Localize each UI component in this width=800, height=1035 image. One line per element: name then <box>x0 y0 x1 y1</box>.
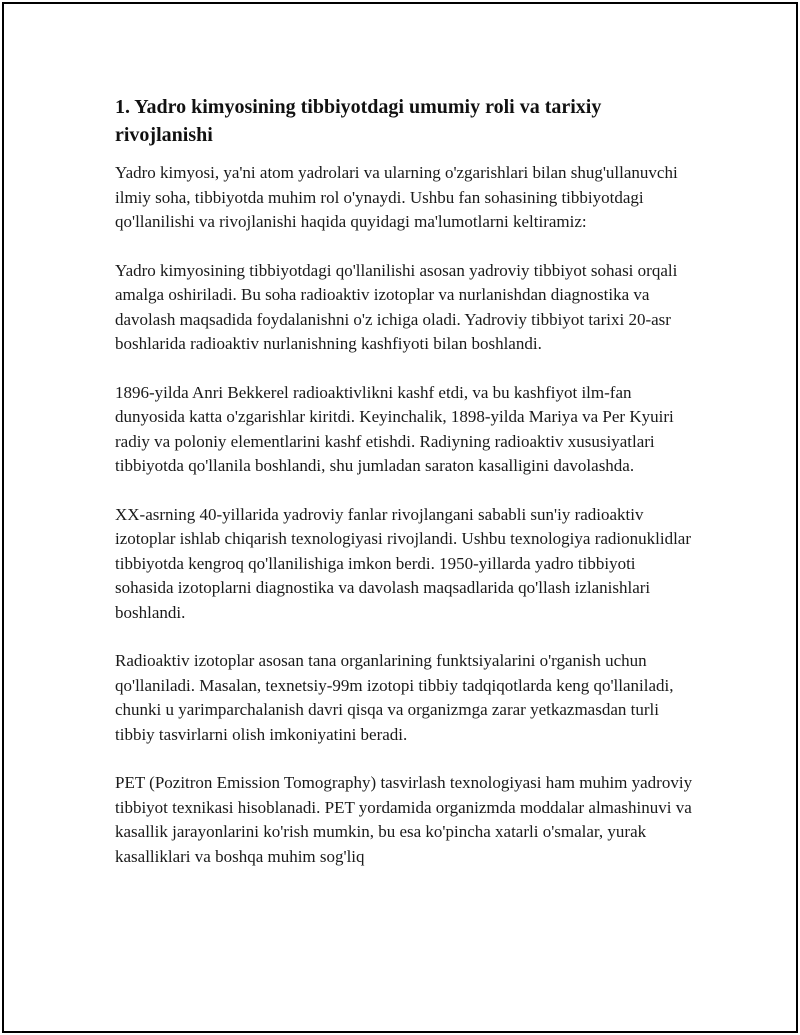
section-heading: 1. Yadro kimyosining tibbiyotdagi umumiy roli va tarixiy rivojlanishi <box>115 96 602 146</box>
paragraph-radioactive-isotopes: Radioaktiv izotoplar asosan tana organlarining funktsiyalarini o'rganish uchun qo'llaniladi. Masalan, texnetsiy-99m izotopi tibbiy tadqiqotlarda keng qo'llaniladi, chunki u yarimparchalanish davri qisqa va organizmga zarar yetkazmasdan turli tibbiy tasvirlarni olish imkoniyatini beradi. <box>115 651 674 744</box>
document-body <box>115 93 695 893</box>
paragraph-intro: Yadro kimyosi, ya'ni atom yadrolari va ularning o'zgarishlari bilan shug'ullanuvchi ilmiy soha, tibbiyotda muhim rol o'ynaydi. Ushbu fan sohasining tibbiyotdagi qo'llanilishi va rivojlanishi haqida quyidagi ma'lumotlarni keltiramiz: <box>115 163 678 231</box>
paragraph-nuclear-medicine: Yadro kimyosining tibbiyotdagi qo'llanilishi asosan yadroviy tibbiyot sohasi orqali amalga oshiriladi. Bu soha radioaktiv izotoplar va nurlanishdan diagnostika va davolash maqsadida foydalanishni o'z ichiga oladi. Yadroviy tibbiyot tarixi 20-asr boshlarida radioaktiv nurlanishning kashfiyoti bilan boshlandi. <box>115 260 678 353</box>
paragraph-artificial-isotopes: XX-asrning 40-yillarida yadroviy fanlar rivojlangani sababli sun'iy radioaktiv izotoplar ishlab chiqarish texnologiyasi rivojlandi. Ushbu texnologiya radionuklidlar tibbiyotda kengroq qo'llanilishiga imkon berdi. 1950-yillarda yadro tibbiyoti sohasida izotoplarni diagnostika va davolash maqsadlarida qo'llash izlanishlari boshlandi. <box>115 504 691 622</box>
paragraph-history-discoveries: 1896-yilda Anri Bekkerel radioaktivlikni kashf etdi, va bu kashfiyot ilm-fan dunyosida katta o'zgarishlar kiritdi. Keyinchalik, 1898-yilda Mariya va Per Kyuiri radiy va poloniy elementlarini kashf etishdi. Radiyning radioaktiv xususiyatlari tibbiyotda qo'llanila boshlandi, shu jumladan saraton kasalligini davolashda. <box>115 382 674 475</box>
paragraph-pet-imaging: PET (Pozitron Emission Tomography) tasvirlash texnologiyasi ham muhim yadroviy tibbiyot texnikasi hisoblanadi. PET yordamida organizmda moddalar almashinuvi va kasallik jarayonlarini ko'rish mumkin, bu esa ko'pincha xatarli o'smalar, yurak kasalliklari va boshqa muhim sog'liq <box>115 773 693 866</box>
